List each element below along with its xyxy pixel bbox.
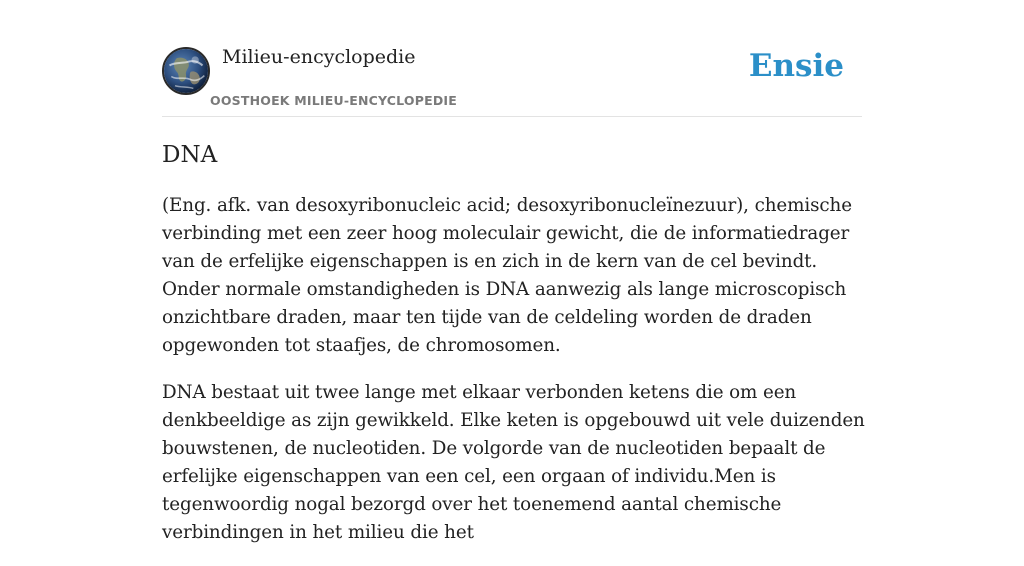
article-paragraph: DNA bestaat uit twee lange met elkaar verbonden ketens die om een denkbeeldige as zijn gewikkeld. Elke keten is opgebouwd uit vele duizenden bouwstenen, de nucleotiden. De volgorde van de nucleotiden bepaalt de erfelijke eigenschappen van een cel, een orgaan of individu.Men is tegenwoordig nogal bezorgd over het toenemend aantal chemische verbindingen in het milieu die het (162, 382, 865, 543)
article (162, 138, 866, 566)
brand-logo[interactable]: Ensie (748, 48, 844, 84)
site-name[interactable]: Milieu-encyclopedie (222, 46, 416, 68)
site-subtitle[interactable]: OOSTHOEK MILIEU-ENCYCLOPEDIE (210, 93, 457, 108)
earth-globe-icon[interactable] (162, 47, 210, 95)
article-paragraph: (Eng. afk. van desoxyribonucleic acid; desoxyribonucleïnezuur), chemische verbinding met een zeer hoog moleculair gewicht, die de informatiedrager van de erfelijke eigenschappen is en zich in de kern van de cel bevindt. Onder normale omstandigheden is DNA aanwezig als lange microscopisch onzichtbare draden, maar ten tijde van de celdeling worden de draden opgewonden tot staafjes, de chromosomen. (162, 195, 852, 356)
site-header (162, 44, 862, 117)
article-title: DNA (162, 142, 218, 168)
